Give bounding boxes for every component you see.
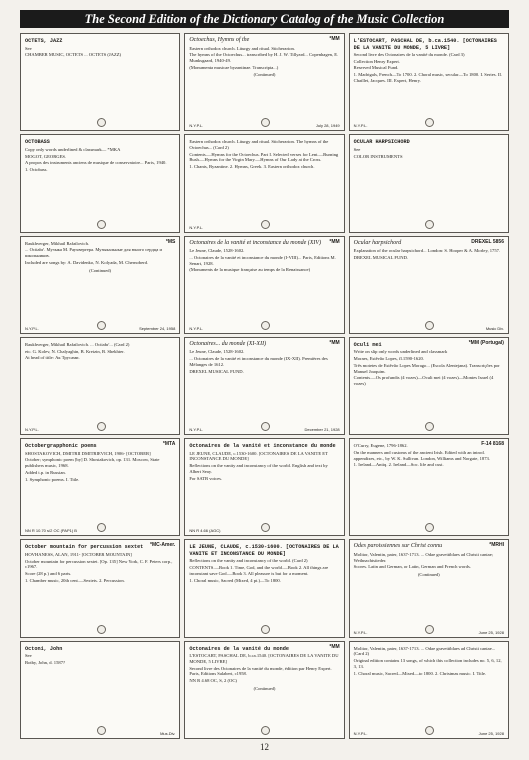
card-footer-right: June 25, 1928: [478, 730, 504, 736]
card-text-line: 1. Chamber music, 20th cent.—Sextets. 2. Percussion.: [25, 577, 125, 583]
card-footer-right: September 24, 1958: [139, 325, 176, 331]
card-footer-left: NN R 10.70 s/2 OC (PAP1) B: [25, 528, 77, 534]
card-text-line: Reserved Musical Fund.: [353, 65, 399, 71]
card-text-line: CONTENTS.—Book 1. Time, God, and the world.—Book 2. All things are inconstant save God.—Book 3. All pleasure is but for a moment.: [189, 565, 329, 576]
card-text-line: Contents.—Os profundis (4 vozes)—Oculi mei (4 vozes)—Montes Israel (4 vozes): [353, 375, 494, 387]
card-text-line: The hymns of the Octoechus... transcribed by H. J. W. Tillyard... Copenhagen, E. Munksgaard, 1940-49.: [189, 52, 339, 63]
catalog-card: [20, 337, 180, 435]
card-punch-hole-icon: [97, 220, 106, 229]
card-text-line: Botby, John, d. 1587?: [25, 659, 66, 665]
card-punch-hole-icon: [97, 118, 106, 127]
card-text-line: Write on slip only words underlined and classmark: [353, 349, 448, 355]
card-text-line: CHAMBER MUSIC, OCTETS ... OCTETS (JAZZ): [25, 52, 122, 58]
card-text-line: 1. Octobass.: [25, 166, 48, 172]
card-heading: October mountain for percussion sextet: [25, 544, 144, 551]
card-text-line: Scores. Latin and German, or Latin, German and French words.: [353, 564, 471, 570]
card-text-line: October; symphonic poem [by] D. Shostakovich, op. 131. Moscow, State publishers music, 1968.: [25, 457, 160, 469]
catalog-card: [349, 33, 509, 131]
card-heading: OCTETS, JAZZ: [25, 38, 63, 44]
card-text-line: DREXEL MUSICAL FUND.: [189, 368, 244, 374]
card-text-line: Explanation of the ocular harpsichord... London: S. Hooper & A. Morley, 1757.: [353, 248, 501, 254]
catalog-card: [20, 33, 180, 131]
card-heading: OCTOBASS: [25, 139, 50, 146]
catalog-card: [349, 539, 509, 637]
card-footer-left: N.Y.P.L.: [25, 427, 39, 433]
card-classmark: *MC-Amer.: [150, 542, 176, 549]
card-heading: Octonaires de la vanité et inconstance du monde: [189, 443, 336, 450]
card-classmark: *MM: [329, 36, 340, 42]
card-classmark: *MM: [329, 339, 340, 346]
card-classmark: *MTA: [162, 441, 176, 448]
card-text-line: Raukhverger, Mikhail Rafailovich. ... Octiabr'... (Card 2): [25, 341, 130, 347]
card-text-line: 1. Symphonic poems. I. Title.: [25, 476, 80, 482]
card-text-line: HOVHANESS, ALAN, 1911- [OCTOBER MOUNTAIN]: [25, 551, 132, 557]
card-footer-right: July 28, 1949: [315, 123, 340, 129]
page-number: 12: [260, 742, 269, 752]
card-classmark: *MRHI: [489, 542, 504, 549]
catalog-card: [184, 33, 344, 131]
card-footer-left: N.Y.P.L.: [353, 629, 368, 635]
card-text-line: 1. Chants, Byzantine. 2. Hymns, Greek. 3. Eastern orthodox church.: [189, 164, 315, 170]
card-heading: L'ESTOCART, PASCHAL DE, b.ca.1540. [OCTONAIRES DE LA VANITE DU MONDE, 5 LIVRE]: [353, 38, 497, 51]
card-footer-left: N.Y.P.L.: [189, 325, 204, 331]
card-text-line: Reflections on the vanity and inconstancy of the world. English and text by Albert Seay.: [189, 463, 328, 474]
catalog-card: [184, 438, 344, 536]
card-text-line: (Monumenta musicae byzantinae. Transcripta...): [189, 64, 279, 70]
card-footer-left: N.Y.P.L.: [189, 224, 204, 230]
catalog-card: [349, 236, 509, 334]
card-text-line: Added t.p. in Russian.: [25, 469, 66, 475]
card-text-line: Molitor, Valentin, pater, 1637-1713. ... Odae gravettiblaes ad Christi cantae... (Card 2): [353, 645, 496, 657]
card-text-line: etc. G. Kolev, N. Chalyaghin, B. Kreizin, B. Shekhter.: [25, 348, 125, 354]
card-classmark: *MM (Portugal): [468, 339, 504, 346]
card-text-line: 1. Ireland—Antiq. 2. Ireland—Soc. life and cust.: [353, 462, 444, 468]
card-classmark: DREXEL 5856: [471, 238, 504, 245]
catalog-card: [184, 337, 344, 435]
card-footer-left: NN R 4.66 (AGC): [189, 528, 221, 534]
card-text-line: Raukhverger, Mikhail Rafailovich.: [25, 240, 90, 246]
card-text-line: On the manners and customs of the ancient Irish. Edited with an introd. appendixes, etc., by W. K. Sullivan. London, Williams and Norgate, 1873.: [353, 449, 490, 461]
card-text-line: ... Octiabr'. Музыка М. Раухвергера. Музыкальные для юного сердца и школьников.: [25, 247, 162, 259]
card-punch-hole-icon: [261, 321, 270, 330]
catalog-card: [349, 337, 509, 435]
card-heading: OCULAR HARPSICHORD: [353, 139, 410, 146]
card-text-line: See: [25, 45, 32, 51]
card-text-line: Le Jeune, Claude, 1528-1602.: [189, 248, 245, 254]
card-text-line: ... Octonaires de la vanité et inconstance du monde (IX-XII). Premières des Mélanges de 1612.: [189, 356, 328, 367]
card-handwritten-heading: Ocular harpsichord: [353, 239, 402, 246]
card-classmark: *MS: [165, 238, 176, 245]
card-text-line: Score (28 p.) and 6 parts.: [25, 571, 72, 577]
card-text-line: October mountain for percussion sextet. [Op. 135] New York, C. F. Peters corp., c1967.: [25, 558, 173, 570]
catalog-card: [349, 438, 509, 536]
card-handwritten-heading: Octonaires de la vanité et inconstance du monde (XIV): [189, 239, 322, 246]
card-punch-hole-icon: [97, 422, 106, 431]
card-text-line: A propos des instruments anciens de musique de conservatoire... Paris, 1940.: [25, 160, 167, 166]
card-continued-label: (Continued): [253, 72, 276, 78]
card-footer-left: N.Y.P.L.: [353, 123, 368, 129]
card-text-line: ... Octonaires de la vanité et inconstance du monde (I-VIII)... Paris, Editions M. Senart, 1928.: [189, 254, 336, 266]
card-text-line: Três motetes de Estêvão Lopes Morago... (Escola Alentejana). Transcrições por Manuel Joaquim.: [353, 362, 500, 374]
catalog-card: [349, 134, 509, 232]
card-heading: Octonaires de la vanité du monde: [189, 645, 289, 652]
card-heading: LE JEUNE, CLAUDE, c.1530-1600. [OCTONAIRES DE LA VANITE ET INCONSTANCE DU MONDE]: [189, 544, 339, 557]
card-footer-left: N.Y.P.L.: [353, 730, 368, 736]
card-text-line: LE JEUNE, CLAUDE, c.1530-1600. [OCTONAIRES DE LA VANITE ET INCONSTANCE DU MONDE]: [189, 450, 328, 462]
card-punch-hole-icon: [425, 625, 434, 634]
catalog-card: [20, 236, 180, 334]
card-footer-left: N.Y.P.L.: [25, 325, 39, 331]
card-punch-hole-icon: [425, 523, 434, 532]
card-punch-hole-icon: [97, 726, 106, 735]
catalog-card: [184, 539, 344, 637]
card-footer-left: N.Y.P.L.: [189, 123, 204, 129]
card-punch-hole-icon: [97, 625, 106, 634]
card-text-line: NN R 4.68 OC, S, 2 (OC): [189, 678, 237, 684]
card-footer-right: June 25, 1928: [478, 629, 504, 635]
card-punch-hole-icon: [97, 321, 106, 330]
card-heading: Octobergrapphonic poems: [25, 443, 97, 450]
catalog-card: [20, 641, 180, 739]
card-handwritten-heading: Octonaires... du monde (XI-XII): [189, 340, 267, 347]
card-text-line: L'ESTOCART, PASCHAL DE, b.ca.1540. [OCTONAIRES DE LA VANITE DU MONDE, 5 LIVRE]: [189, 653, 339, 664]
card-text-line: Contents.—Hymns for the Octoechus. Part I. Selected verses for Lent.—Burning Bush.—Hymns for the Virgin Mary.—Hymns of Our Lady at the Cross.: [189, 151, 339, 163]
card-text-line: Molitor, Valentin, pater, 1637-1713. ... Odae gravettiblaes ad Christi cantae; Weihnachtsiieder.: [353, 551, 494, 563]
catalog-card: [20, 438, 180, 536]
card-continued-label: (Continued): [417, 572, 440, 578]
card-text-line: Eastern orthodox church. Liturgy and ritual. Sticherarion. The hymns of the Octoechus... (Card 2): [189, 139, 329, 151]
card-text-line: MOGOT, GEORGES.: [25, 153, 67, 159]
card-text-line: See: [353, 146, 361, 152]
card-text-line: Eastern orthodox church. Liturgy and ritual. Sticherarion.: [189, 45, 295, 51]
catalog-card: [184, 236, 344, 334]
card-handwritten-heading: Octoechus, Hymns of the: [189, 37, 250, 43]
card-punch-hole-icon: [261, 625, 270, 634]
card-heading: Oculi mei: [353, 341, 382, 348]
card-text-line: 1. Choral music, Sacred (Mixed, 4 pt.)—To 1800.: [189, 577, 281, 583]
card-footer-right: December 21, 1928: [304, 427, 340, 433]
card-classmark: *MM: [329, 238, 340, 245]
card-punch-hole-icon: [425, 422, 434, 431]
card-text-line: For SATB voices.: [189, 475, 223, 481]
catalog-card: [20, 134, 180, 232]
card-classmark: F-14 8168: [481, 441, 504, 448]
card-text-line: At head of title: Ак Трусами.: [25, 355, 80, 361]
card-punch-hole-icon: [261, 726, 270, 735]
card-text-line: Reflections on the vanity and inconstancy of the world. (Card 2): [189, 558, 308, 564]
card-text-line: Second livre des Octonaires de la vanité du monde. (Card 3): [353, 52, 465, 57]
card-continued-label: (Continued): [89, 267, 112, 273]
card-text-line: O'Curry, Eugene, 1796-1862.: [353, 443, 408, 449]
card-text-line: Le Jeune, Claude, 1528-1602.: [189, 349, 245, 355]
card-footer-left: N.Y.P.L.: [189, 427, 204, 433]
card-text-line: Second livre des Octonaires de la vanité du monde, édition par Henry Expert. Paris, Editions Salabert, c1958.: [189, 665, 332, 677]
card-text-line: SHOSTAKOVICH, DMITRII DMITRIEVICH, 1906- [OCTOBER]: [25, 450, 151, 456]
catalog-card-grid: [20, 33, 509, 739]
card-footer-right: Music Div.: [485, 325, 504, 331]
card-text-line: Moraes, Estêvão Lopes, fl.1590-1620.: [353, 356, 424, 362]
card-text-line: Original edition contains 13 songs, of which this collection includes no. 5, 6, 12, 3, 13.: [353, 658, 502, 669]
card-text-line: 1. Choral music, Sacred—Mixed—to 1800. 2. Christmas music. I. Title.: [353, 670, 487, 676]
card-text-line: Included are songs by: A. Davidenko, N. Kolyada, M. Chernoberd.: [25, 259, 149, 265]
catalog-card: [349, 641, 509, 739]
card-text-line: Collection Henry Expert.: [353, 58, 400, 64]
catalog-card: [20, 539, 180, 637]
card-heading: Octoni, John: [25, 645, 63, 652]
card-text-line: COLOR INSTRUMENTS: [353, 153, 403, 159]
card-punch-hole-icon: [261, 220, 270, 229]
card-handwritten-heading: Odes paroissiennes sur Christ connu: [353, 543, 443, 550]
card-text-line: Copy only words underlined & classmark— *MKA: [25, 146, 121, 152]
card-classmark: *MM: [329, 643, 340, 650]
page-banner: The Second Edition of the Dictionary Catalog of the Music Collection: [20, 10, 509, 28]
catalog-card: [184, 134, 344, 232]
catalog-card: [184, 641, 344, 739]
card-text-line: See: [25, 653, 32, 659]
card-text-line: 1. Madrigals, French—To 1700. 2. Choral music, secular—To 1800. I. Series. II. Chaillet, Jacques. III. Expert, Henry.: [353, 72, 503, 83]
card-text-line: (Monuments de la musique française au temps de la Renaissance): [189, 267, 311, 273]
card-punch-hole-icon: [425, 220, 434, 229]
card-continued-label: (Continued): [253, 685, 276, 691]
card-footer-right: Mus.Div.: [160, 730, 176, 736]
card-text-line: DREXEL MUSICAL FUND.: [353, 254, 409, 260]
